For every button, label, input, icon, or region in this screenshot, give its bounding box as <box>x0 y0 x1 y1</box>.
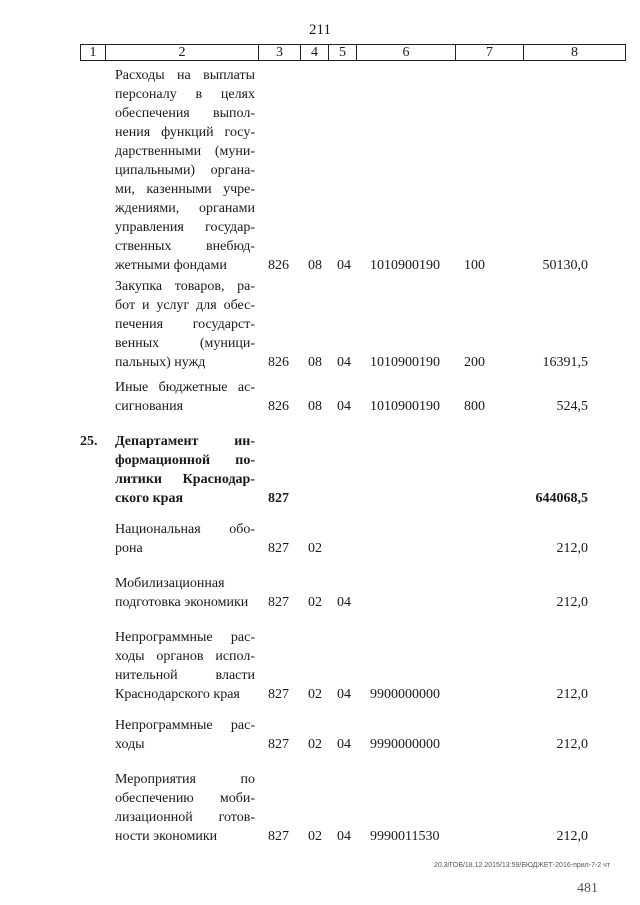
column-header-table <box>80 44 626 61</box>
section-code: 08 <box>308 355 322 370</box>
expense-type-code: 800 <box>464 399 485 414</box>
section-code: 02 <box>308 829 322 844</box>
dept-code: 826 <box>268 355 289 370</box>
column-header-8: 8 <box>524 45 626 61</box>
column-header-2: 2 <box>106 45 259 61</box>
dept-code: 827 <box>268 541 289 556</box>
subsection-code: 04 <box>337 399 351 414</box>
column-header-4: 4 <box>301 45 329 61</box>
row-description-line: управления государ- <box>115 220 255 235</box>
row-description-line: подготовка экономики <box>115 595 249 610</box>
dept-code: 827 <box>268 829 289 844</box>
subsection-code: 04 <box>337 595 351 610</box>
row-description-line: пальных) нужд <box>115 355 206 370</box>
target-article-code: 9900000000 <box>370 687 440 702</box>
row-description-line: сигнования <box>115 399 184 414</box>
amount-value: 644068,5 <box>535 491 588 506</box>
row-description-line: формационной по- <box>115 453 255 468</box>
row-description-line: венных (муници- <box>115 336 255 351</box>
row-description-line: рона <box>115 541 143 556</box>
row-description-line: Мобилизационная <box>115 576 225 591</box>
amount-value: 212,0 <box>556 541 588 556</box>
row-description-line: Департамент ин- <box>115 434 255 449</box>
row-description-line: персоналу в целях <box>115 87 255 102</box>
expense-type-code: 200 <box>464 355 485 370</box>
row-description-line: ственных внебюд- <box>115 239 255 254</box>
column-header-1: 1 <box>81 45 106 61</box>
expense-type-code: 100 <box>464 258 485 273</box>
subsection-code: 04 <box>337 737 351 752</box>
row-description-line: бот и услуг для обес- <box>115 298 255 313</box>
section-code: 02 <box>308 687 322 702</box>
amount-value: 524,5 <box>556 399 588 414</box>
row-description-line: нения функций госу- <box>115 125 255 140</box>
dept-code: 827 <box>268 687 289 702</box>
target-article-code: 1010900190 <box>370 355 440 370</box>
page-number: 211 <box>309 22 331 38</box>
row-description-line: дарственными (муни- <box>115 144 255 159</box>
row-description-line: жетными фондами <box>115 258 227 273</box>
footer-stamp: 20.3/ГОБ/18.12.2015/13:59/БЮДЖЕТ-2016-прил-7-2 чт <box>433 862 610 869</box>
dept-code: 827 <box>268 595 289 610</box>
row-description-line: лизационной готов- <box>115 810 255 825</box>
section-code: 08 <box>308 258 322 273</box>
target-article-code: 9990000000 <box>370 737 440 752</box>
amount-value: 212,0 <box>556 737 588 752</box>
row-description-line: Мероприятия по <box>115 772 255 787</box>
target-article-code: 1010900190 <box>370 399 440 414</box>
subsection-code: 04 <box>337 258 351 273</box>
amount-value: 16391,5 <box>542 355 588 370</box>
row-description-line: ского края <box>115 491 184 506</box>
column-header-5: 5 <box>329 45 357 61</box>
row-description-line: Краснодарского края <box>115 687 240 702</box>
column-header-3: 3 <box>259 45 301 61</box>
row-number: 25. <box>80 434 98 449</box>
row-description-line: обеспечению моби- <box>115 791 255 806</box>
row-description-line: Расходы на выплаты <box>115 68 255 83</box>
row-description-line: ходы органов испол- <box>115 649 255 664</box>
subsection-code: 04 <box>337 829 351 844</box>
row-description-line: ципальными) органа- <box>115 163 255 178</box>
row-description-line: литики Краснодар- <box>115 472 255 487</box>
section-code: 02 <box>308 595 322 610</box>
row-description-line: Непрограммные рас- <box>115 718 255 733</box>
target-article-code: 9990011530 <box>370 829 440 844</box>
amount-value: 212,0 <box>556 687 588 702</box>
section-code: 02 <box>308 541 322 556</box>
row-description-line: ми, казенными учре- <box>115 182 255 197</box>
row-description-line: ности экономики <box>115 829 218 844</box>
row-description-line: Закупка товаров, ра- <box>115 279 255 294</box>
row-description-line: Непрограммные рас- <box>115 630 255 645</box>
dept-code: 827 <box>268 491 289 506</box>
amount-value: 212,0 <box>556 595 588 610</box>
row-description-line: Национальная обо- <box>115 522 255 537</box>
subsection-code: 04 <box>337 355 351 370</box>
row-description-line: ходы <box>115 737 145 752</box>
footer-page-number: 481 <box>577 881 598 896</box>
dept-code: 826 <box>268 399 289 414</box>
dept-code: 827 <box>268 737 289 752</box>
row-description-line: обеспечения выпол- <box>115 106 255 121</box>
section-code: 08 <box>308 399 322 414</box>
dept-code: 826 <box>268 258 289 273</box>
row-description-line: Иные бюджетные ас- <box>115 380 255 395</box>
column-header-6: 6 <box>357 45 456 61</box>
row-description-line: ждениями, органами <box>115 201 255 216</box>
amount-value: 50130,0 <box>542 258 588 273</box>
subsection-code: 04 <box>337 687 351 702</box>
column-header-7: 7 <box>456 45 524 61</box>
row-description-line: нительной власти <box>115 668 255 683</box>
section-code: 02 <box>308 737 322 752</box>
amount-value: 212,0 <box>556 829 588 844</box>
target-article-code: 1010900190 <box>370 258 440 273</box>
row-description-line: печения государст- <box>115 317 255 332</box>
